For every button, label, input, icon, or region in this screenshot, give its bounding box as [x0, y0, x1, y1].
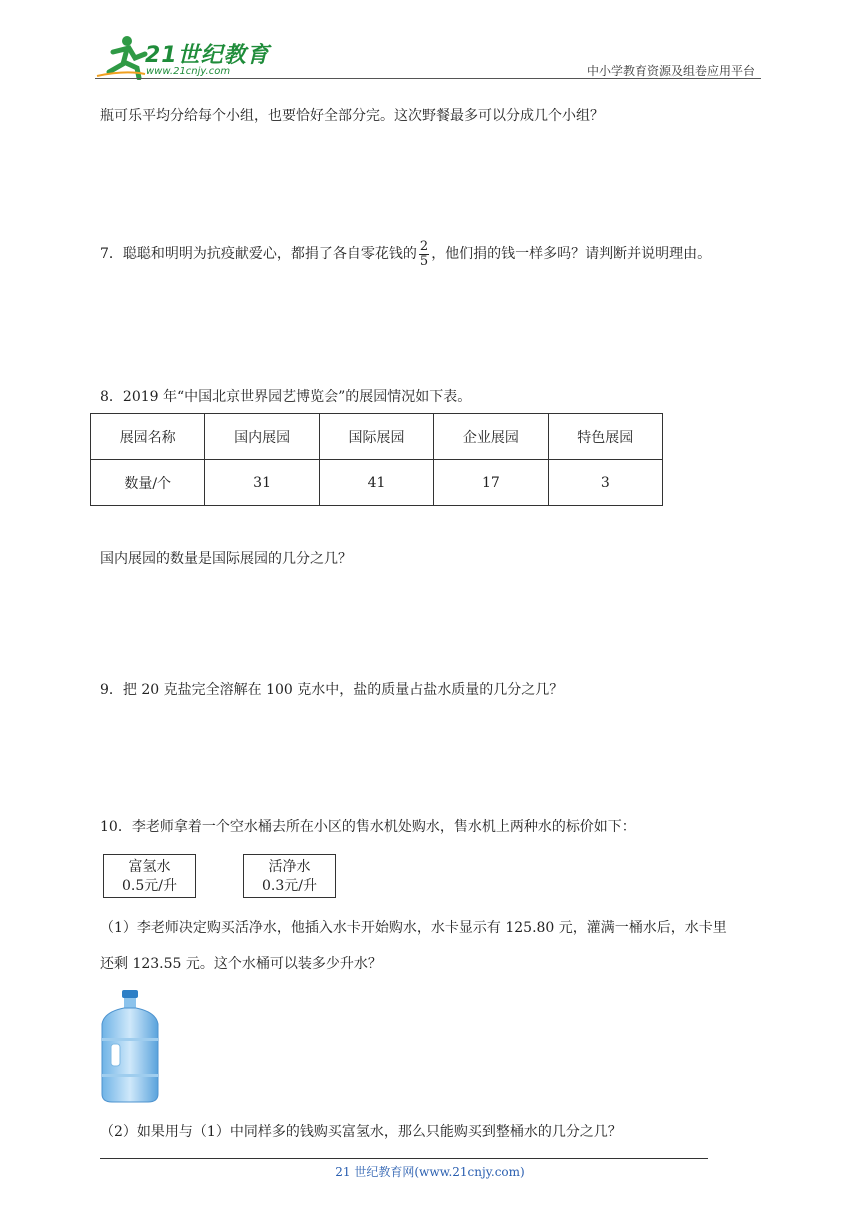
price-name: 富氢水 [128, 859, 171, 875]
price-box-fuqing [103, 854, 196, 898]
table-cell: 31 [205, 460, 319, 506]
table-row [91, 460, 663, 506]
question-7 [100, 236, 711, 272]
header-divider [95, 78, 761, 79]
q10-part2: （2）如果用与（1）中同样多的钱购买富氢水，那么只能购买到整桶水的几分之几？ [100, 1124, 622, 1140]
table-cell: 41 [319, 460, 433, 506]
q10-intro: 10．李老师拿着一个空水桶去所在小区的售水机处购水，售水机上两种水的标价如下： [100, 819, 636, 835]
table-cell: 17 [434, 460, 548, 506]
price-box-huojing [243, 854, 336, 898]
price-name: 活净水 [268, 859, 311, 875]
question-9: 9．把 20 克盐完全溶解在 100 克水中，盐的质量占盐水质量的几分之几？ [100, 682, 564, 698]
q7-text-after: ，他们捐的钱一样多吗？请判断并说明理由。 [431, 246, 712, 262]
q7-fraction [419, 240, 429, 269]
water-bucket-icon [98, 990, 162, 1104]
logo-url: www.21cnjy.com [146, 66, 231, 77]
table-cell: 展园名称 [91, 414, 205, 460]
q8-intro: 8．2019 年“中国北京世界园艺博览会”的展园情况如下表。 [100, 389, 472, 405]
q6-continuation: 瓶可乐平均分给每个小组，也要恰好全部分完。这次野餐最多可以分成几个小组？ [100, 108, 604, 124]
table-header-row [91, 414, 663, 460]
table-cell: 国内展园 [205, 414, 319, 460]
table-cell: 数量/个 [91, 460, 205, 506]
table-cell: 特色展园 [548, 414, 662, 460]
q7-text-before: 7．聪聪和明明为抗疫献爱心，都捐了各自零花钱的 [100, 246, 417, 262]
q7-fraction-denominator: 5 [419, 253, 429, 269]
table-cell: 企业展园 [434, 414, 548, 460]
q7-fraction-numerator: 2 [419, 238, 429, 254]
table-cell: 国际展园 [319, 414, 433, 460]
footer-divider [100, 1158, 708, 1159]
expo-table [90, 413, 663, 506]
footer-link[interactable]: 21 世纪教育网(www.21cnjy.com) [335, 1165, 525, 1179]
logo-text: 21世纪教育 [145, 43, 270, 68]
table-cell: 3 [548, 460, 662, 506]
q10-part1-line2: 还剩 123.55 元。这个水桶可以装多少升水？ [100, 956, 382, 972]
header-platform-text: 中小学教育资源及组卷应用平台 [586, 64, 755, 78]
q8-question: 国内展园的数量是国际展园的几分之几？ [100, 551, 352, 567]
price-value: 0.3元/升 [262, 878, 317, 894]
q10-part1-line1: （1）李老师决定购买活净水，他插入水卡开始购水，水卡显示有 125.80 元，灌满一桶水后，水卡里 [100, 920, 727, 936]
price-value: 0.5元/升 [122, 878, 177, 894]
